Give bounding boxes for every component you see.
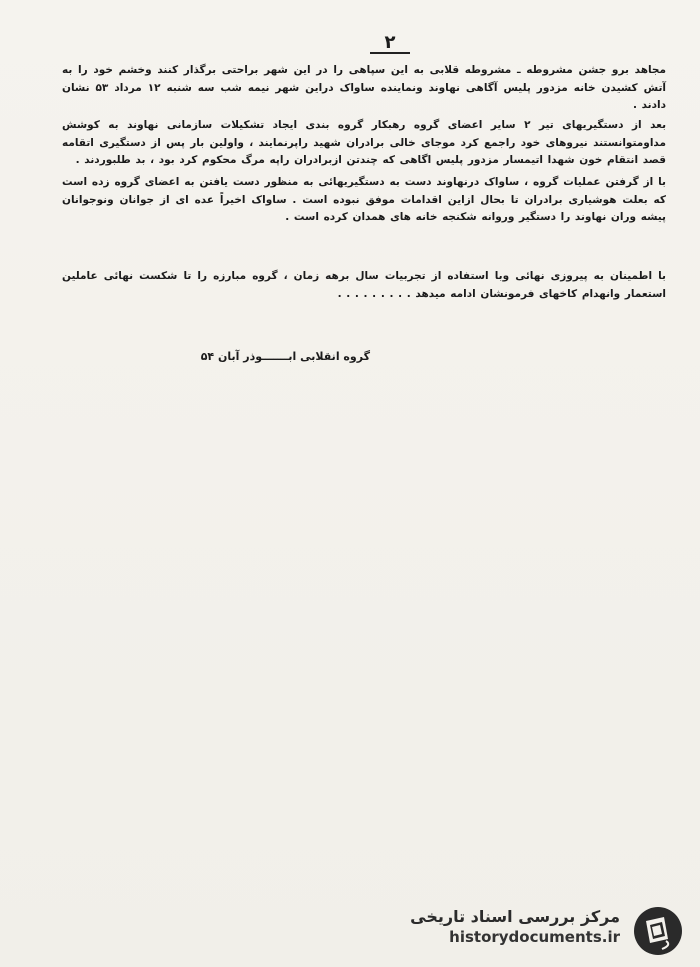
- paragraph-1: مجاهد برو جشن مشروطه ـ مشروطه قلابی به این سپاهی را در این شهر براحتی برگذار کنند وخشم خود را به آتش کشیدن خانه مزدور پلیس آگاهی نهاوند ونماینده ساواک دراین شهر نیمه شب سه شنبه ۱۲ مرداد ۵۳ نشان دادند .: [62, 64, 667, 111]
- watermark-url: historydocuments.ir: [449, 928, 620, 946]
- watermark: [400, 903, 690, 959]
- paragraph-4: با اطمینان به پیروزی نهائی وبا استفاده از تجربیات سال برهه زمان ، گروه مبارزه را تا شکست نهائی عاملین استعمار وانهدام کاخهای فرمونشان ادامه میدهد . . . . . . . . .: [62, 270, 666, 300]
- watermark-org-name: مرکز بررسی اسناد تاریخی: [410, 907, 620, 926]
- paragraph-2: بعد از دستگیریهای تیر ۲ سایر اعضای گروه رهبکار گروه بندی ایجاد تشکیلات سازمانی نهاوند به کوشش مداومتوانستند نیروهای خود راجمع کرد موجای خالی برادران شهید راپرنمایند ، واولین بار پس از دستگیری اتقامه قصد انتقام خون شهدا اتیمسار مزدور پلیس اگاهی که چندتن ازبرادران راپه مرگ محکوم کرد بود ، بد طلبوردند .: [62, 119, 667, 166]
- signature-line: گروه انقلابی ابـــــــوذر آبان ۵۴: [200, 350, 370, 363]
- paragraph-3: با از گرفتن عملیات گروه ، ساواک درنهاوند دست به دستگیریهائی به منظور دست یافتن به اعضای گروه زده است که بعلت هوشیاری برادران تا بحال ازاین اقدامات موفق نبوده است . ساواک اخیراً عده ای از جوانان ونوجوانان پیشه وران نهاوند را دستگیر وروانه شکنجه خانه های همدان کرده است .: [62, 176, 666, 223]
- page-number: ۲: [370, 34, 410, 54]
- archive-logo-icon: [632, 905, 684, 957]
- watermark-text: [410, 907, 620, 946]
